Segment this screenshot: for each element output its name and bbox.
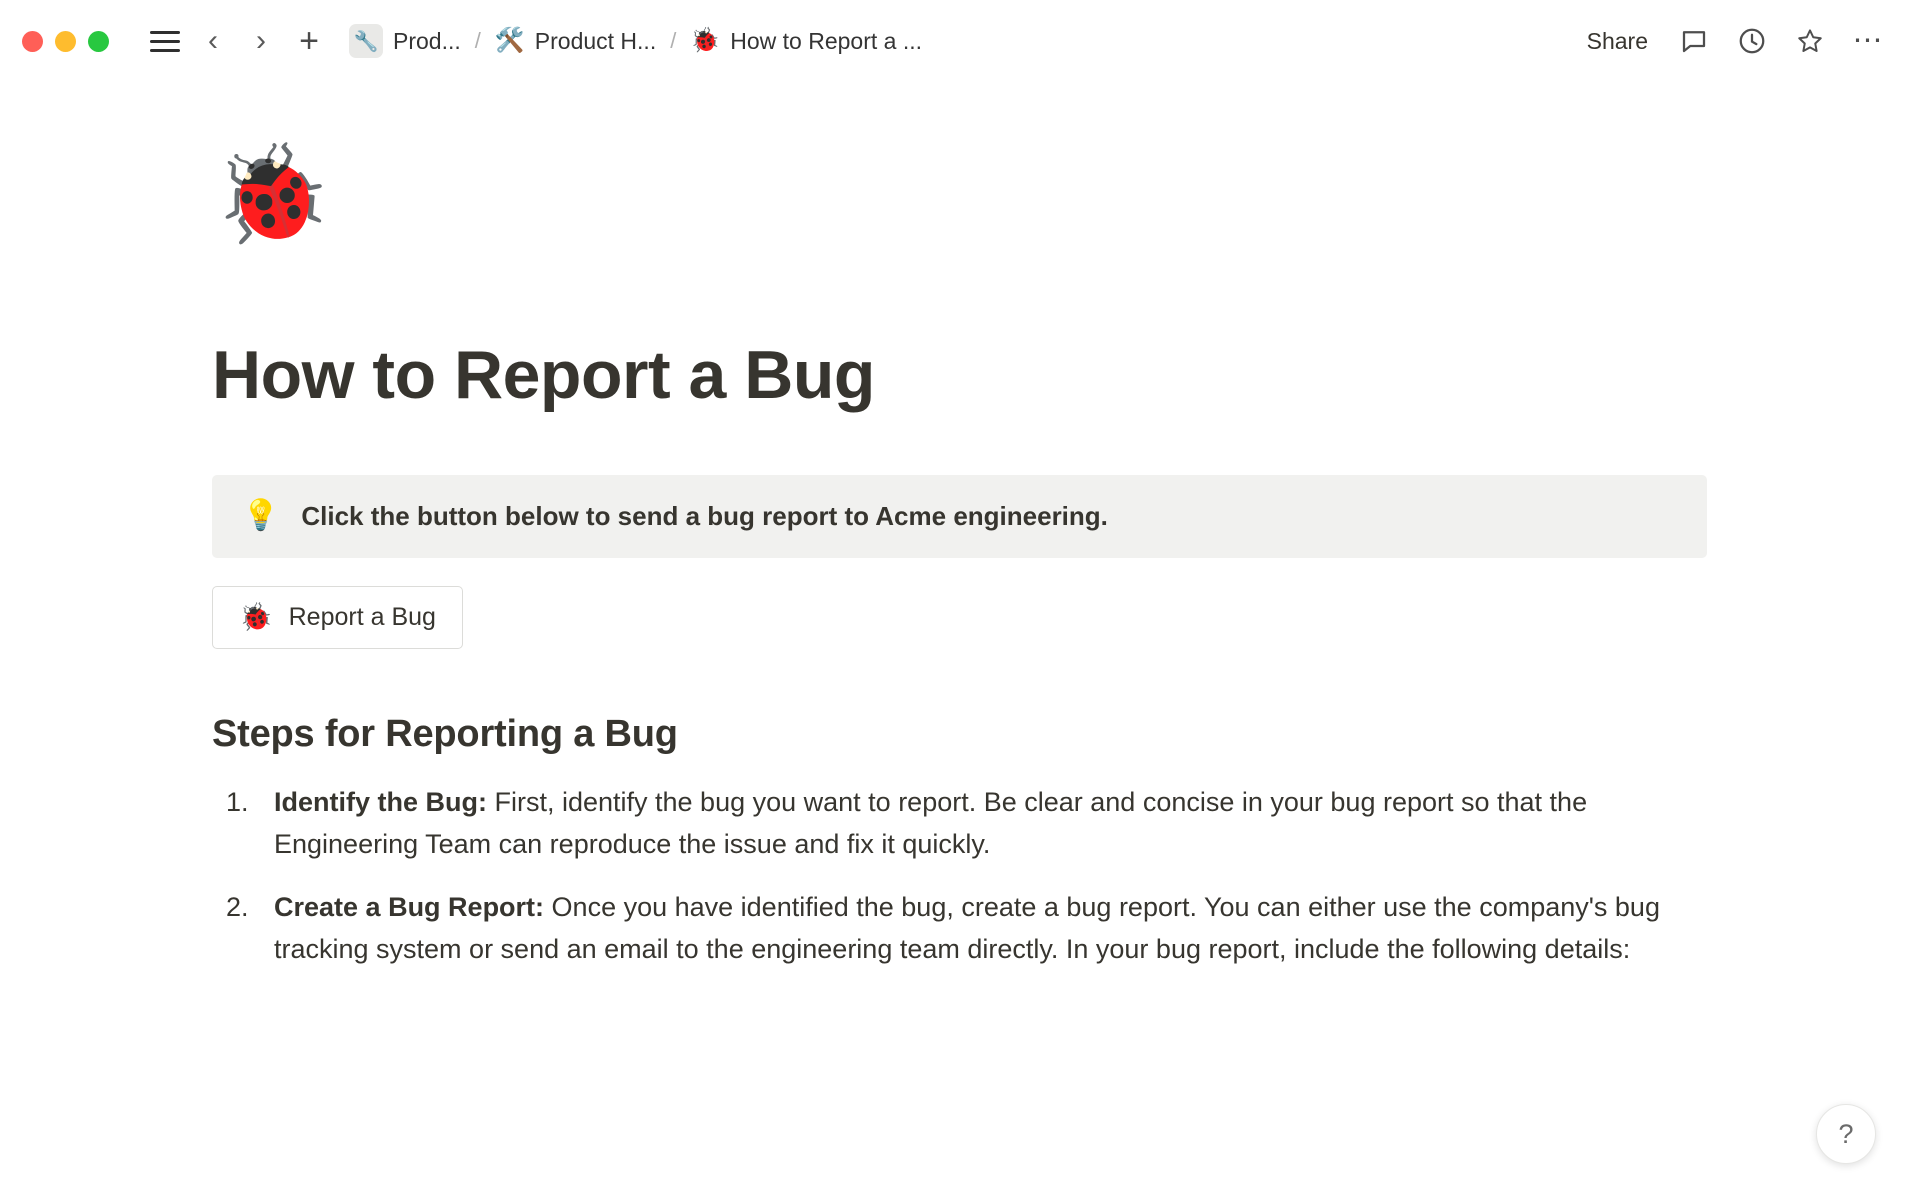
breadcrumb-label: How to Report a ... [730, 27, 922, 54]
back-button[interactable] [191, 19, 235, 63]
help-button[interactable]: ? [1816, 1104, 1876, 1164]
window-controls [22, 31, 109, 52]
steps-list [0, 782, 1920, 971]
comment-icon [1679, 26, 1709, 56]
report-a-bug-button[interactable] [212, 586, 463, 649]
breadcrumb-label: Product H... [534, 27, 657, 54]
minimize-window-button[interactable] [55, 31, 76, 52]
chevron-left-icon: ‹ [208, 24, 218, 57]
zoom-window-button[interactable] [88, 31, 109, 52]
breadcrumb-separator: / [474, 28, 481, 53]
list-item [212, 782, 1704, 866]
page-title: How to Report a Bug [212, 337, 875, 413]
lady-beetle-icon: 🐞 [690, 27, 721, 54]
report-a-bug-button-label: Report a Bug [288, 602, 436, 631]
history-button[interactable] [1726, 18, 1778, 64]
share-button[interactable]: Share [1586, 27, 1648, 54]
breadcrumb-label: Prod... [393, 27, 461, 54]
breadcrumb [341, 19, 930, 63]
breadcrumb-item-current-page[interactable] [682, 23, 930, 60]
light-bulb-icon: 💡 [242, 499, 280, 533]
page-icon[interactable]: 🐞 [212, 141, 332, 248]
favorite-button[interactable] [1784, 18, 1836, 64]
plus-icon: + [299, 22, 319, 60]
step-label: Create a Bug Report: [274, 892, 545, 923]
list-item [212, 887, 1704, 971]
section-heading: Steps for Reporting a Bug [212, 712, 678, 755]
breadcrumb-item-product-hub[interactable] [487, 23, 664, 60]
hammer-and-wrench-icon: 🛠️ [494, 27, 525, 54]
chevron-right-icon: › [256, 24, 266, 57]
titlebar [0, 0, 1920, 82]
close-window-button[interactable] [22, 31, 43, 52]
titlebar-actions [1573, 18, 1894, 64]
step-text: First, identify the bug you want to report. Be clear and concise in your bug report so that the Engineering Team can reproduce the issue and fix it quickly. [274, 786, 1588, 859]
page-body [0, 130, 1920, 971]
callout-block [212, 475, 1707, 558]
wrench-icon: 🔧 [349, 24, 383, 58]
comments-button[interactable] [1668, 18, 1720, 64]
ellipsis-icon: ⋯ [1852, 24, 1884, 57]
new-page-button[interactable] [287, 19, 331, 63]
clock-icon [1737, 26, 1767, 56]
callout-text: Click the button below to send a bug report to Acme engineering. [301, 500, 1108, 531]
step-text: Once you have identified the bug, create a bug report. You can either use the company's bug tracking system or send an email to the engineering team directly. In your bug report, include the following details: [274, 892, 1660, 965]
step-label: Identify the Bug: [274, 786, 487, 817]
forward-button[interactable] [239, 19, 283, 63]
lady-beetle-icon: 🐞 [239, 601, 273, 632]
sidebar-toggle-button[interactable] [143, 19, 187, 63]
navigation-controls [143, 19, 331, 63]
more-options-button[interactable] [1842, 18, 1894, 64]
star-icon [1795, 26, 1825, 56]
breadcrumb-item-product[interactable] [341, 19, 469, 63]
hamburger-icon [150, 31, 180, 52]
breadcrumb-separator: / [670, 28, 677, 53]
